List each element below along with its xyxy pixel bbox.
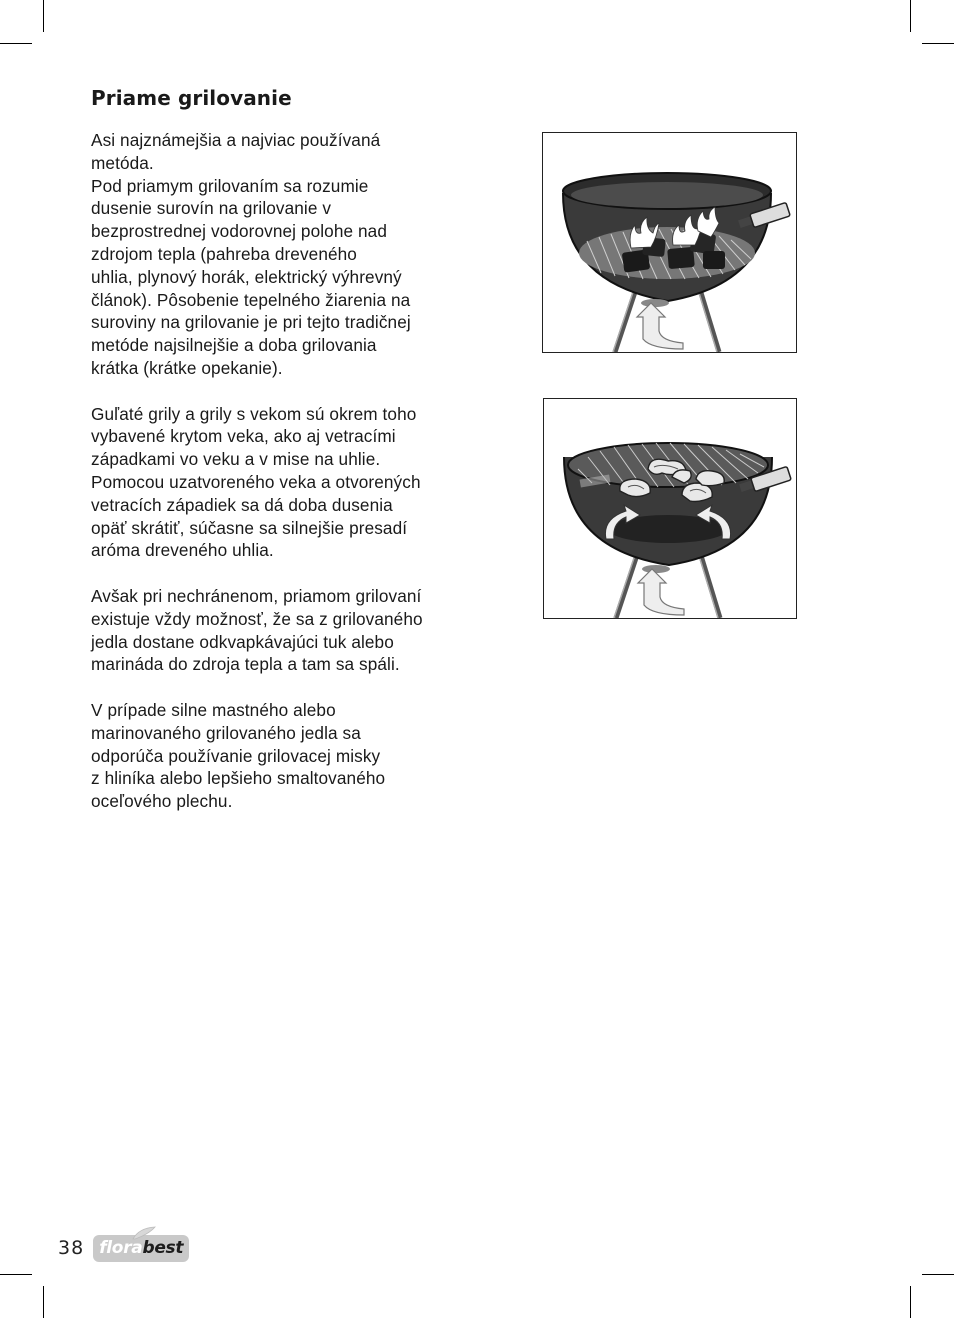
text-line: dusenie surovín na grilovanie v (91, 198, 332, 219)
crop-mark (43, 0, 44, 32)
crop-mark (0, 43, 32, 44)
text-line: Asi najznámejšia a najviac používaná (91, 130, 381, 150)
paragraph (91, 699, 459, 813)
brand-name-flora: flora (99, 1237, 143, 1258)
text-line: Avšak pri nechránenom, priamom grilovaní (91, 585, 422, 606)
text-line: V prípade silne mastného alebo (91, 699, 336, 720)
text-line: z hliníka alebo lepšieho smaltovaného (91, 768, 386, 789)
crop-mark (43, 1286, 44, 1318)
page-number: 38 (58, 1237, 85, 1259)
crop-mark (910, 1286, 911, 1318)
text-line: marinovaného grilovaného jedla sa (91, 722, 361, 743)
text-line: opäť skrátiť, súčasne sa silnejšie presadí (91, 517, 408, 538)
text-line: odporúča používanie grilovacej misky (91, 745, 381, 766)
text-line: zdrojom tepla (pahreba dreveného (91, 243, 357, 264)
text-line: bezprostrednej vodorovnej polohe nad (91, 221, 387, 242)
brand-name-best: best (142, 1237, 184, 1258)
text-line: suroviny na grilovanie je pri tejto tradičnej (91, 312, 411, 333)
body-text (91, 129, 459, 836)
text-line: západkami vo veku a v mise na uhlie. (91, 449, 381, 470)
paragraph (91, 403, 459, 563)
text-line: existuje vždy možnosť, že sa z grilovaného (91, 608, 423, 629)
text-line: marináda do zdroja tepla a tam sa spáli. (91, 654, 400, 675)
text-line: Guľaté grily a grily s vekom sú okrem toho (91, 403, 417, 424)
text-line: vybavené krytom veka, ako aj vetracími (91, 426, 396, 447)
text-line: jedla dostane odkvapkávajúci tuk alebo (91, 631, 394, 652)
paragraph (91, 585, 459, 676)
grill-figure-direct (542, 132, 797, 353)
section-heading: Priame grilovanie (91, 86, 292, 110)
text-line: aróma dreveného uhlia. (91, 540, 274, 561)
crop-mark (922, 43, 954, 44)
text-line: uhlia, plynový horák, elektrický výhrevný (91, 266, 402, 287)
paragraph (91, 129, 459, 380)
crop-mark (922, 1274, 954, 1275)
text-line: vetracích západiek sa dá doba dusenia (91, 494, 393, 515)
text-line: oceľového plechu. (91, 791, 233, 812)
text-line: Pod priamym grilovaním sa rozumie (91, 175, 369, 196)
page-footer (58, 1233, 189, 1263)
leaf-icon (131, 1226, 157, 1240)
text-line: metóde najsilnejšie a doba grilovania (91, 335, 377, 356)
brand-logo (93, 1235, 189, 1262)
text-line: krátka (krátke opekanie). (91, 357, 283, 378)
kettle-grill-food-on-grate-illustration (544, 399, 796, 618)
crop-mark (910, 0, 911, 32)
text-line: metóda. (91, 152, 154, 173)
crop-mark (0, 1274, 32, 1275)
grill-figure-food (543, 398, 797, 619)
kettle-grill-charcoal-flames-illustration (543, 133, 796, 352)
text-line: článok). Pôsobenie tepelného žiarenia na (91, 289, 411, 310)
text-line: Pomocou uzatvoreného veka a otvorených (91, 471, 421, 492)
